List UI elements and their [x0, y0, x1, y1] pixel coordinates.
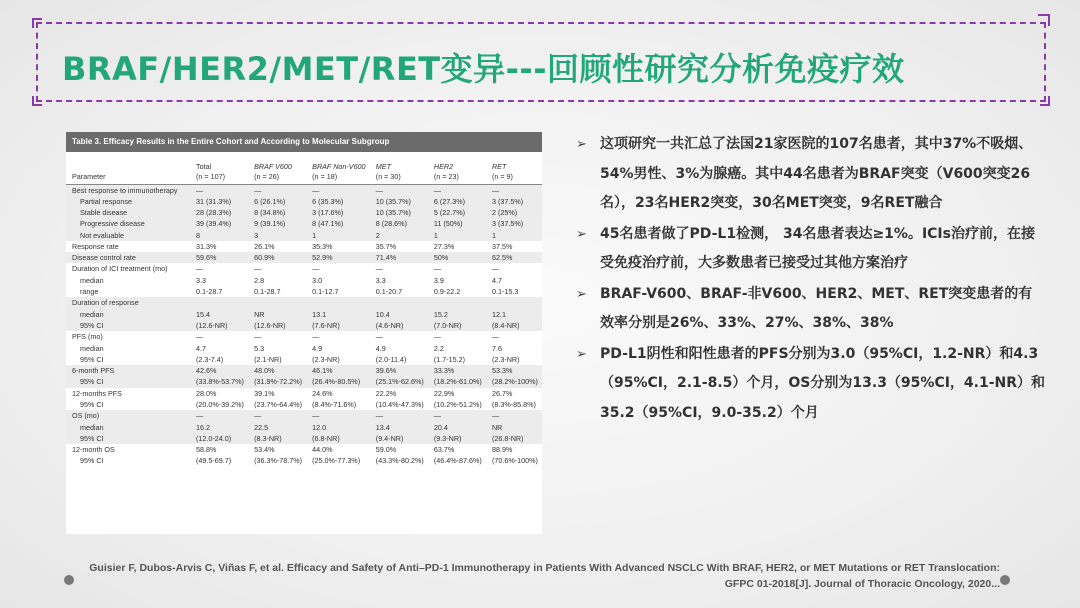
column-header-sub: Parameter	[72, 171, 106, 181]
table-cell: 1	[306, 229, 370, 240]
column-header-sub: (n = 26)	[254, 171, 280, 181]
row-label: median	[66, 421, 190, 432]
row-label: Best response to immunotherapy	[66, 184, 190, 196]
table-cell: 59.6%	[190, 252, 248, 263]
table-row	[66, 207, 542, 218]
table-cell: 3.0	[312, 275, 323, 285]
table-row	[66, 263, 542, 274]
row-label: median	[80, 275, 104, 285]
table-cell: 4.9	[312, 343, 323, 353]
row-label: Partial response	[66, 196, 190, 207]
table-cell: (28.2%-100%)	[486, 376, 542, 387]
table-cell: 44.0%	[312, 445, 333, 455]
table-cell: 8 (47.1%)	[306, 218, 370, 229]
row-label: OS (mo)	[66, 410, 190, 421]
table-cell: (25.1%-62.6%)	[370, 376, 428, 387]
table-row	[66, 388, 542, 399]
table-cell: 2.2	[433, 343, 444, 353]
table-cell: 71.4%	[370, 252, 428, 263]
arrow-bullet-icon: ➢	[576, 137, 587, 152]
row-label: 6-month PFS	[66, 365, 190, 376]
table-cell: (25.0%-77.3%)	[312, 456, 361, 466]
bullet-text: 这项研究一共汇总了法国21家医院的107名患者，其中37%不吸烟、54%男性、3%为腺癌。其中44名患者为BRAF突变（V600突变26名），23名HER2突变，30名MET突变，9名RET融合	[600, 136, 1033, 211]
table-cell: 26.1%	[254, 241, 275, 251]
table-cell: —	[254, 264, 262, 274]
table-cell: 16.2	[190, 421, 248, 432]
table-row	[66, 331, 542, 342]
table-cell: (8.3-NR)	[248, 433, 306, 444]
row-label: 95% CI	[80, 399, 104, 409]
bullet-item	[576, 280, 1046, 339]
table-cell: —	[486, 184, 542, 196]
row-label: median	[80, 343, 104, 353]
table-cell: (8.3%-85.8%)	[491, 399, 536, 409]
table-cell: —	[248, 184, 306, 196]
table-cell: (33.8%-53.7%)	[190, 376, 248, 387]
table-cell: (2.1-NR)	[254, 354, 282, 364]
table-cell: —	[428, 410, 486, 421]
table-cell	[306, 297, 370, 308]
arrow-bullet-icon: ➢	[576, 286, 587, 302]
table-cell: (18.2%-61.0%)	[428, 376, 486, 387]
column-header-sub: (n = 18)	[312, 171, 338, 181]
table-cell: (12.6-NR)	[190, 320, 248, 331]
bullet-item	[576, 130, 1046, 219]
table-cell: (2.3-7.4)	[196, 354, 224, 364]
table-cell: 2	[370, 229, 428, 240]
table-cell: —	[306, 184, 370, 196]
bullet-text: 45名患者做了PD-L1检测， 34名患者表达≥1%。ICIs治疗前，在接受免疫治疗前，大多数患者已接受过其他方案治疗	[600, 225, 1035, 271]
table-cell: (4.6-NR)	[370, 320, 428, 331]
table-cell: 6 (35.3%)	[306, 196, 370, 207]
table-cell: (49.5-69.7)	[196, 456, 232, 466]
table-cell: 3	[248, 229, 306, 240]
table-cell: (12.0-24.0)	[190, 433, 248, 444]
table-cell: 3 (17.6%)	[306, 207, 370, 218]
table-cell: 27.3%	[433, 241, 455, 251]
table-cell	[370, 297, 428, 308]
table-cell: 15.2	[428, 308, 486, 319]
bullet-item	[576, 340, 1046, 429]
table-row	[66, 399, 542, 410]
table-cell: 60.9%	[248, 252, 306, 263]
table-cell: 48.0%	[248, 365, 306, 376]
table-cell: 2 (25%)	[486, 207, 542, 218]
table-row	[66, 184, 542, 196]
table-cell: 42.6%	[190, 365, 248, 376]
table-row	[66, 365, 542, 376]
row-label: 95% CI	[66, 433, 190, 444]
table-cell: (7.6-NR)	[306, 320, 370, 331]
bullet-text: BRAF-V600、BRAF-非V600、HER2、MET、RET突变患者的有效率分别是26%、33%、27%、38%、38%	[600, 285, 1033, 331]
table-cell: 5 (22.7%)	[428, 207, 486, 218]
table-cell: —	[196, 332, 204, 342]
bullet-text: PD-L1阴性和阳性患者的PFS分别为3.0（95%CI，1.2-NR）和4.3（95%CI，2.1-8.5）个月，OS分别为13.3（95%CI，4.1-NR）和35.2（95%CI，9.0-35.2）个月	[600, 345, 1046, 421]
row-label: 95% CI	[66, 320, 190, 331]
table-cell: (8.4%-71.6%)	[312, 399, 357, 409]
row-label: 95% CI	[80, 456, 104, 466]
table-cell: —	[375, 332, 383, 342]
row-label: Not evaluable	[66, 229, 190, 240]
table-caption: Table 3. Efficacy Results in the Entire Cohort and According to Molecular Subgroup	[66, 132, 542, 152]
table-row	[66, 297, 542, 308]
efficacy-table	[66, 152, 542, 467]
column-header-sub: (n = 107)	[196, 171, 225, 181]
table-row	[66, 421, 542, 432]
table-cell: 5.3	[254, 343, 265, 353]
table-cell: 2.8	[254, 275, 265, 285]
table-cell: (9.4-NR)	[370, 433, 428, 444]
column-header	[370, 152, 428, 184]
row-label: 12-months PFS	[72, 388, 122, 398]
table-cell: —	[312, 264, 320, 274]
column-header	[306, 152, 370, 184]
row-label: Progressive disease	[66, 218, 190, 229]
table-cell: 12.0	[306, 421, 370, 432]
table-cell: —	[254, 332, 262, 342]
table-cell: (36.3%-78.7%)	[254, 456, 303, 466]
table-cell: (2.3-NR)	[491, 354, 520, 364]
table-cell: 63.7%	[433, 445, 455, 455]
table-cell: 39 (39.4%)	[190, 218, 248, 229]
table-cell: 0.1-15.3	[491, 287, 519, 297]
table-cell: 4.7	[196, 343, 206, 353]
row-label: PFS (mo)	[72, 332, 103, 342]
table-cell: 46.1%	[306, 365, 370, 376]
table-cell: 3.3	[196, 275, 206, 285]
table-cell: 0.1-28.7	[254, 287, 281, 297]
table-cell: (2.0-11.4)	[375, 354, 407, 364]
table-cell: 58.8%	[196, 445, 217, 455]
column-header-name: BRAF V600	[254, 161, 292, 171]
column-header-name: BRAF Non-V600	[312, 161, 366, 171]
row-label: Response rate	[72, 241, 119, 251]
table-cell: 88.9%	[491, 445, 513, 455]
table-cell: (1.7-15.2)	[433, 354, 466, 364]
table-cell: 35.3%	[312, 241, 333, 251]
table-cell: 3.9	[433, 275, 444, 285]
table-cell: 3.3	[375, 275, 386, 285]
frame-corner	[32, 18, 42, 28]
table-row	[66, 410, 542, 421]
table-cell: —	[370, 410, 428, 421]
table-row	[66, 252, 542, 263]
column-header	[66, 152, 190, 184]
table-cell: 3 (37.5%)	[486, 218, 542, 229]
table-cell: 7.6	[491, 343, 502, 353]
table-cell: 9 (39.1%)	[248, 218, 306, 229]
table-cell: 37.5%	[491, 241, 513, 251]
table-cell: 28 (28.3%)	[190, 207, 248, 218]
table-cell: (12.6-NR)	[248, 320, 306, 331]
table-row	[66, 433, 542, 444]
table-cell: 1	[486, 229, 542, 240]
table-row	[66, 229, 542, 240]
table-cell	[248, 297, 306, 308]
table-cell: 22.2%	[375, 388, 397, 398]
table-cell: 4.9	[375, 343, 386, 353]
row-label: median	[66, 308, 190, 319]
bullet-item	[576, 220, 1046, 279]
frame-corner	[1038, 14, 1050, 26]
table-cell: —	[433, 264, 442, 274]
table-cell: 8 (34.8%)	[248, 207, 306, 218]
table-cell: 52.9%	[306, 252, 370, 263]
frame-corner	[32, 96, 42, 106]
table-cell: 53.4%	[254, 445, 275, 455]
table-cell: (20.0%-39.2%)	[196, 399, 244, 409]
column-header	[486, 152, 542, 184]
table-cell: 10 (35.7%)	[370, 196, 428, 207]
table-cell: —	[196, 264, 204, 274]
table-cell: (7.0-NR)	[428, 320, 486, 331]
column-header-sub: (n = 23)	[433, 171, 459, 181]
table-row	[66, 354, 542, 365]
row-label: range	[80, 287, 99, 297]
table-row	[66, 455, 542, 466]
row-label: Duration of ICI treatment (mo)	[72, 264, 168, 274]
table-cell: 24.6%	[312, 388, 333, 398]
table-cell: 0.9-22.2	[433, 287, 461, 297]
column-header	[190, 152, 248, 184]
citation: Guisier F, Dubos-Arvis C, Viñas F, et al. Efficacy and Safety of Anti–PD-1 Immunotherapy in Patients With Advanced NSCLC With BRAF, HER2, or MET Mutations or RET Translocation: GFPC 01-2018[J]. Journal of Thoracic Oncology, 2020...	[89, 562, 1000, 590]
table-cell: 28.0%	[196, 388, 217, 398]
table-cell: 22.5	[248, 421, 306, 432]
table-cell: 0.1-12.7	[312, 287, 339, 297]
table-cell: 35.7%	[375, 241, 397, 251]
table-cell: (46.4%-87.6%)	[433, 456, 482, 466]
bullet-list	[576, 130, 1046, 429]
table-row	[66, 376, 542, 387]
table-cell: 8 (28.6%)	[370, 218, 428, 229]
table-cell: 50%	[428, 252, 486, 263]
decorative-dot	[64, 575, 74, 585]
table-cell: (10.4%-47.3%)	[375, 399, 424, 409]
row-label: Stable disease	[66, 207, 190, 218]
table-cell: 3 (37.5%)	[486, 196, 542, 207]
table-cell	[486, 297, 542, 308]
table-cell: —	[312, 332, 320, 342]
table-row	[66, 241, 542, 252]
table-cell: NR	[248, 308, 306, 319]
table-row	[66, 218, 542, 229]
table-cell: 33.3%	[428, 365, 486, 376]
table-cell: 1	[428, 229, 486, 240]
table-cell: 12.1	[486, 308, 542, 319]
table-row	[66, 196, 542, 207]
row-label: 95% CI	[80, 354, 104, 364]
table-cell: 39.6%	[370, 365, 428, 376]
table-cell: —	[433, 332, 442, 342]
column-header-name: HER2	[433, 161, 454, 171]
column-header	[248, 152, 306, 184]
table-cell: 15.4	[190, 308, 248, 319]
table-cell: 0.1-28.7	[196, 287, 223, 297]
table-cell: —	[491, 332, 500, 342]
table-cell: 4.7	[491, 275, 502, 285]
table-cell: (8.4-NR)	[486, 320, 542, 331]
table-cell: —	[370, 184, 428, 196]
table-body	[66, 184, 542, 467]
arrow-bullet-icon: ➢	[576, 226, 587, 242]
table-row	[66, 342, 542, 353]
column-header-name: Total	[196, 161, 212, 171]
column-header-sub: (n = 30)	[375, 171, 401, 181]
row-label: Disease control rate	[66, 252, 190, 263]
table-cell: 53.3%	[486, 365, 542, 376]
table-cell: 13.4	[370, 421, 428, 432]
table-cell: (70.6%-100%)	[491, 456, 538, 466]
table-header-row	[66, 152, 542, 184]
frame-corner	[1040, 96, 1050, 106]
row-label: Duration of response	[66, 297, 190, 308]
table-cell: (26.4%-80.5%)	[306, 376, 370, 387]
table-cell: (31.9%-72.2%)	[248, 376, 306, 387]
table-cell: 6 (27.3%)	[428, 196, 486, 207]
table-cell	[190, 297, 248, 308]
column-header-name: MET	[375, 161, 391, 171]
column-header	[428, 152, 486, 184]
table-row	[66, 444, 542, 455]
table-cell: (6.8-NR)	[306, 433, 370, 444]
table-cell: 0.1-20.7	[375, 287, 403, 297]
table-cell: 31.3%	[196, 241, 217, 251]
table-cell: —	[248, 410, 306, 421]
table-cell: (43.3%-80.2%)	[375, 456, 424, 466]
table-cell: 39.1%	[254, 388, 275, 398]
table-cell: —	[190, 184, 248, 196]
table-cell: (26.8-NR)	[486, 433, 542, 444]
table-cell: 59.0%	[375, 445, 397, 455]
table-cell: —	[491, 264, 500, 274]
table-cell: (23.7%-64.4%)	[254, 399, 303, 409]
table-cell: NR	[486, 421, 542, 432]
table-cell: 11 (50%)	[428, 218, 486, 229]
table-row	[66, 286, 542, 297]
table-row	[66, 320, 542, 331]
efficacy-table-figure	[66, 132, 542, 534]
table-cell: 20.4	[428, 421, 486, 432]
table-cell: 26.7%	[491, 388, 513, 398]
table-cell: 13.1	[306, 308, 370, 319]
table-cell: —	[486, 410, 542, 421]
row-label: 12-month OS	[72, 445, 115, 455]
arrow-bullet-icon: ➢	[576, 346, 587, 362]
table-cell	[428, 297, 486, 308]
table-row	[66, 275, 542, 286]
column-header-name: RET	[491, 161, 507, 171]
table-cell: —	[375, 264, 383, 274]
table-row	[66, 308, 542, 319]
table-cell: (10.2%-51.2%)	[433, 399, 482, 409]
decorative-dot	[1000, 575, 1010, 585]
table-cell: 10 (35.7%)	[370, 207, 428, 218]
table-cell: 62.5%	[486, 252, 542, 263]
table-cell: —	[428, 184, 486, 196]
table-cell: 31 (31.3%)	[190, 196, 248, 207]
table-cell: (9.3-NR)	[428, 433, 486, 444]
table-cell: —	[306, 410, 370, 421]
column-header-sub: (n = 9)	[491, 171, 513, 181]
table-cell: 8	[190, 229, 248, 240]
row-label: 95% CI	[66, 376, 190, 387]
table-cell: 10.4	[370, 308, 428, 319]
slide-title: BRAF/HER2/MET/RET变异---回顾性研究分析免疫疗效	[62, 50, 905, 88]
table-cell: 22.9%	[433, 388, 455, 398]
table-cell: —	[190, 410, 248, 421]
table-cell: 6 (26.1%)	[248, 196, 306, 207]
table-cell: (2.3-NR)	[312, 354, 340, 364]
